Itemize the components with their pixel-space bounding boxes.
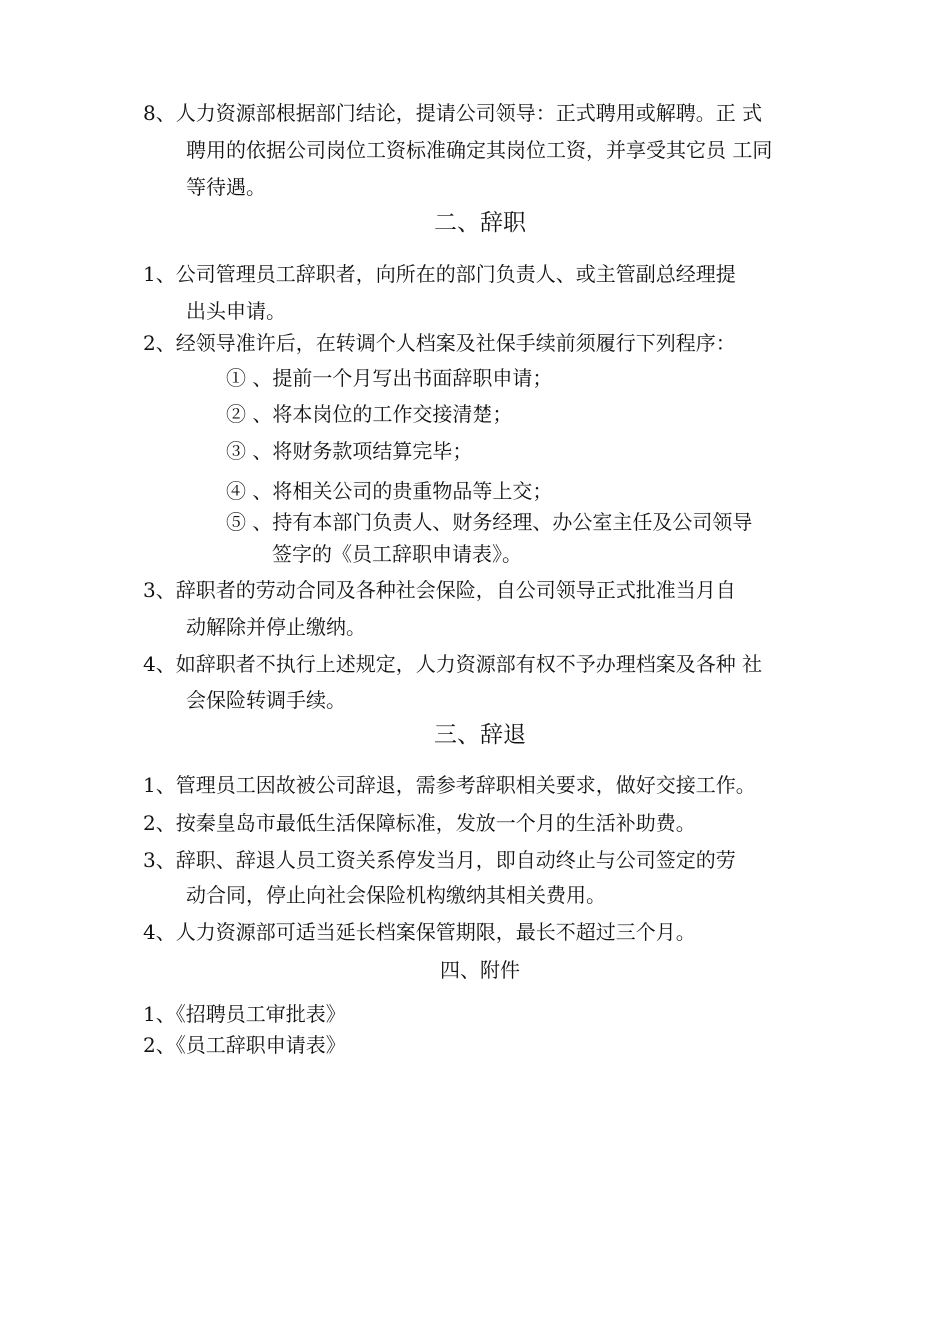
resign-step-5-line-1: ⑤ 、持有本部门负责人、财务经理、办公室主任及公司领导 <box>226 510 753 534</box>
dismiss-item-3-line-2: 动合同，停止向社会保险机构缴纳其相关费用。 <box>186 883 606 907</box>
attachment-1: 1、《招聘员工审批表》 <box>143 1002 346 1026</box>
resign-item-3-line-2: 动解除并停止缴纳。 <box>186 615 366 639</box>
item-8-line-3: 等待遇。 <box>186 175 266 199</box>
dismiss-item-3-line-1: 3、辞职、辞退人员工资关系停发当月，即自动终止与公司签定的劳 <box>143 848 736 872</box>
item-8-line-1: 8、人力资源部根据部门结论，提请公司领导：正式聘用或解聘。正 式 <box>143 101 763 125</box>
item-8-line-2: 聘用的依据公司岗位工资标准确定其岗位工资，并享受其它员 工同 <box>186 138 773 162</box>
resign-step-1: ① 、提前一个月写出书面辞职申请； <box>226 366 553 390</box>
resign-item-4-line-1: 4、如辞职者不执行上述规定，人力资源部有权不予办理档案及各种 社 <box>143 652 763 676</box>
section-title-resignation: 二、辞职 <box>434 210 526 236</box>
resign-step-2: ② 、将本岗位的工作交接清楚； <box>226 402 513 426</box>
resign-item-4-line-2: 会保险转调手续。 <box>186 688 346 712</box>
resign-item-1-line-1: 1、公司管理员工辞职者，向所在的部门负责人、或主管副总经理提 <box>143 262 736 286</box>
resign-item-1-line-2: 出头申请。 <box>186 299 286 323</box>
section-title-attachments: 四、附件 <box>440 958 520 982</box>
resign-item-3-line-1: 3、辞职者的劳动合同及各种社会保险，自公司领导正式批准当月自 <box>143 578 736 602</box>
resign-step-3: ③ 、将财务款项结算完毕； <box>226 439 473 463</box>
resign-step-5-line-2: 签字的《员工辞职申请表》。 <box>272 542 522 566</box>
attachment-2: 2、《员工辞职申请表》 <box>143 1033 346 1057</box>
resign-item-2-line-1: 2、经领导准许后，在转调个人档案及社保手续前须履行下列程序： <box>143 331 736 355</box>
dismiss-item-4: 4、人力资源部可适当延长档案保管期限，最长不超过三个月。 <box>143 920 696 944</box>
resign-step-4: ④ 、将相关公司的贵重物品等上交； <box>226 479 553 503</box>
dismiss-item-1: 1、管理员工因故被公司辞退，需参考辞职相关要求，做好交接工作。 <box>143 773 756 797</box>
dismiss-item-2: 2、按秦皇岛市最低生活保障标准，发放一个月的生活补助费。 <box>143 811 696 835</box>
section-title-dismissal: 三、辞退 <box>434 722 526 748</box>
